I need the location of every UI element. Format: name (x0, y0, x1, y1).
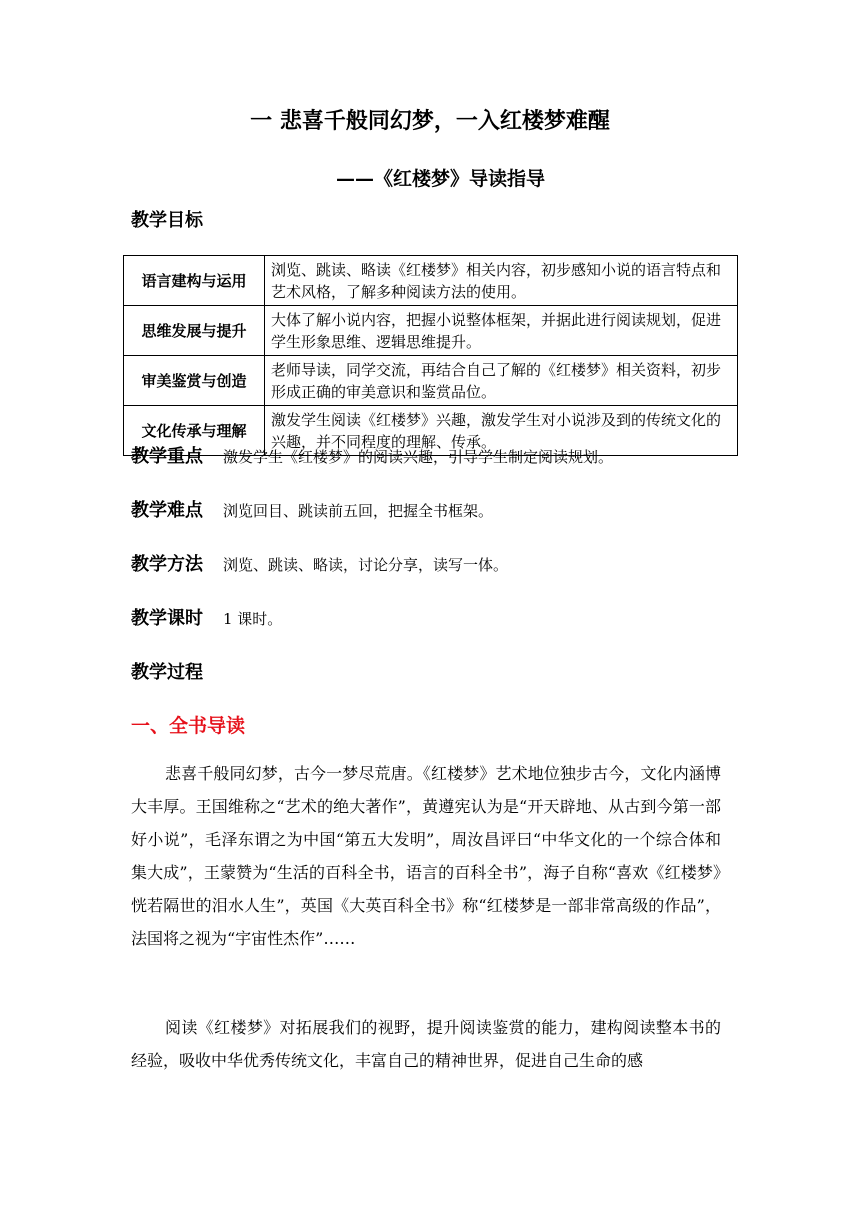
goal-value: 激发学生阅读《红楼梦》兴趣，激发学生对小说涉及到的传统文化的兴趣，并不同程度的理解、传承。 (265, 406, 738, 456)
goal-key: 文化传承与理解 (124, 406, 265, 456)
focus-label: 教学重点 (131, 446, 203, 467)
method-label: 教学方法 (131, 554, 203, 575)
goals-table (123, 255, 738, 456)
goal-key: 语言建构与运用 (124, 256, 265, 306)
difficulty-value: 浏览回目、跳读前五回，把握全书框架。 (223, 502, 494, 520)
goal-key: 思维发展与提升 (124, 306, 265, 356)
focus-row (131, 442, 613, 468)
document-subtitle: ——《红楼梦》导读指导 (336, 168, 546, 190)
focus-value: 激发学生《红楼梦》的阅读兴趣，引导学生制定阅读规划。 (223, 448, 614, 466)
goal-value: 浏览、跳读、略读《红楼梦》相关内容，初步感知小说的语言特点和艺术风格，了解多种阅读方法的使用。 (265, 256, 738, 306)
goal-key: 审美鉴赏与创造 (124, 356, 265, 406)
hours-value: 1 课时。 (223, 610, 283, 628)
table-row (124, 306, 738, 356)
hours-row (131, 604, 282, 630)
paragraph-intro: 悲喜千般同幻梦，古今一梦尽荒唐。《红楼梦》艺术地位独步古今，文化内涵博大丰厚。王国维称之“艺术的绝大著作”，黄遵宪认为是“开天辟地、从古到今第一部好小说”，毛泽东谓之为中国“第五大发明”，周汝昌评曰“中华文化的一个综合体和集大成”，王蒙赞为“生活的百科全书，语言的百科全书”，海子自称“喜欢《红楼梦》恍若隔世的泪水人生”，英国《大英百科全书》称“红楼梦是一部非常高级的作品”，法国将之视为“宇宙性杰作”…… (131, 764, 721, 948)
part1-heading: 一、全书导读 (131, 715, 246, 737)
process-heading: 教学过程 (131, 662, 203, 683)
document-title: 一 悲喜千般同幻梦，一入红楼梦难醒 (250, 108, 610, 134)
goal-value: 大体了解小说内容，把握小说整体框架，并据此进行阅读规划，促进学生形象思维、逻辑思维提升。 (265, 306, 738, 356)
table-row (124, 356, 738, 406)
method-row (131, 550, 508, 576)
difficulty-label: 教学难点 (131, 500, 203, 521)
goals-heading: 教学目标 (131, 210, 203, 231)
difficulty-row (131, 496, 493, 522)
goal-value: 老师导读，同学交流，再结合自己了解的《红楼梦》相关资料，初步形成正确的审美意识和鉴赏品位。 (265, 356, 738, 406)
paragraph-reading: 阅读《红楼梦》对拓展我们的视野，提升阅读鉴赏的能力，建构阅读整本书的经验，吸收中华优秀传统文化，丰富自己的精神世界，促进自己生命的感 (131, 1018, 721, 1070)
table-row (124, 256, 738, 306)
hours-label: 教学课时 (131, 608, 203, 629)
method-value: 浏览、跳读、略读，讨论分享，读写一体。 (223, 556, 509, 574)
